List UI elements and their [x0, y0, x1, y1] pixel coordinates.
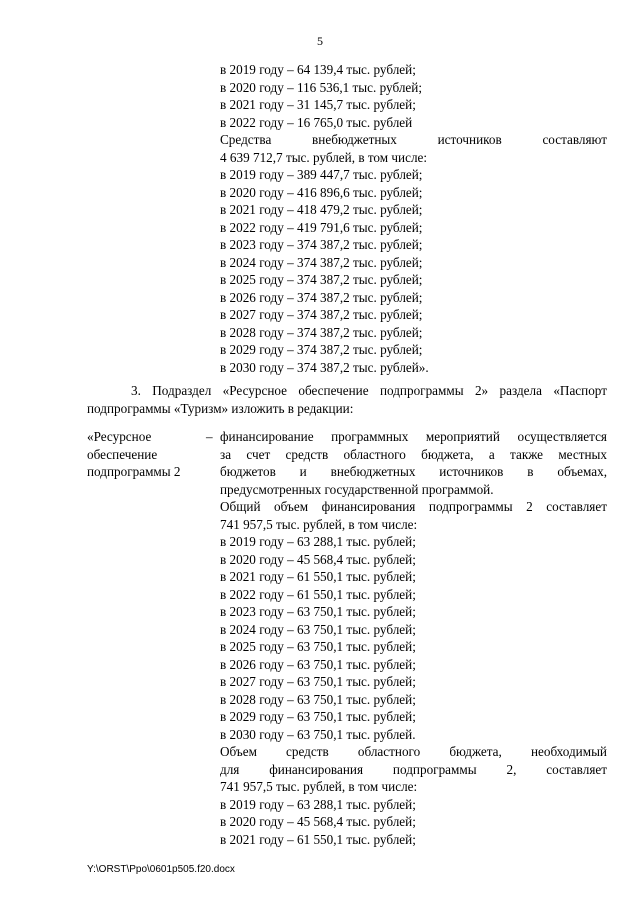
- funding-continuation-block: [220, 61, 607, 376]
- financing-line-4: предусмотренных государственной программой.: [220, 481, 494, 497]
- page-number: 5: [317, 34, 323, 48]
- regional-sub-year-2019: в 2019 году – 63 288,1 тыс. рублей;: [220, 796, 416, 812]
- extrabudget-year-2028: в 2028 году – 374 387,2 тыс. рублей;: [220, 324, 423, 340]
- regional-sub-year-2020: в 2020 году – 45 568,4 тыс. рублей;: [220, 814, 416, 829]
- footer-file-path: Y:\ORST\Ppo\0601p505.f20.docx: [87, 864, 235, 875]
- extrabudget-year-2024: в 2024 году – 374 387,2 тыс. рублей;: [220, 254, 423, 270]
- financing-line-3: бюджетов и внебюджетных источников в объемах,: [220, 464, 607, 479]
- total-year-2025: в 2025 году – 63 750,1 тыс. рублей;: [220, 639, 416, 654]
- regional-year-2021: в 2021 году – 31 145,7 тыс. рублей;: [220, 97, 416, 112]
- total-year-2029: в 2029 году – 63 750,1 тыс. рублей;: [220, 709, 416, 724]
- total-year-2027: в 2027 году – 63 750,1 тыс. рублей;: [220, 674, 416, 689]
- regional-heading-line-1: Объем средств областного бюджета, необходимый: [220, 744, 607, 759]
- extrabudget-year-2021: в 2021 году – 418 479,2 тыс. рублей;: [220, 202, 423, 217]
- total-year-2023: в 2023 году – 63 750,1 тыс. рублей;: [220, 604, 416, 619]
- total-amount: 741 957,5 тыс. рублей, в том числе:: [220, 516, 418, 532]
- dash-glyph: –: [206, 429, 213, 444]
- regional-sub-year-2021: в 2021 году – 61 550,1 тыс. рублей;: [220, 831, 416, 847]
- total-heading: Общий объем финансирования подпрограммы 2 составляет: [220, 499, 607, 514]
- extrabudget-year-2020: в 2020 году – 416 896,6 тыс. рублей;: [220, 184, 423, 200]
- total-year-2022: в 2022 году – 61 550,1 тыс. рублей;: [220, 586, 416, 602]
- left-cell-line-1: «Ресурсное: [87, 429, 152, 444]
- extrabudget-year-2022: в 2022 году – 419 791,6 тыс. рублей;: [220, 219, 423, 235]
- extrabudget-heading: Средства внебюджетных источников составляют: [220, 132, 607, 147]
- extrabudget-year-2029: в 2029 году – 374 387,2 тыс. рублей;: [220, 342, 423, 357]
- total-year-2024: в 2024 году – 63 750,1 тыс. рублей;: [220, 621, 416, 637]
- regional-amount: 741 957,5 тыс. рублей, в том числе:: [220, 779, 418, 794]
- extrabudget-year-2023: в 2023 году – 374 387,2 тыс. рублей;: [220, 237, 423, 252]
- total-year-2021: в 2021 году – 61 550,1 тыс. рублей;: [220, 569, 416, 584]
- total-year-2020: в 2020 году – 45 568,4 тыс. рублей;: [220, 551, 416, 567]
- regional-heading-line-2: для финансирования подпрограммы 2, составляет: [220, 761, 607, 777]
- left-cell-line-2: обеспечение: [87, 446, 158, 462]
- regional-year-2020: в 2020 году – 116 536,1 тыс. рублей;: [220, 79, 422, 95]
- regional-year-2022: в 2022 году – 16 765,0 тыс. рублей: [220, 114, 413, 130]
- paragraph-3-line-2: подпрограммы «Туризм» изложить в редакции:: [87, 400, 354, 416]
- extrabudget-year-2030: в 2030 году – 374 387,2 тыс. рублей».: [220, 359, 429, 375]
- extrabudget-year-2025: в 2025 году – 374 387,2 тыс. рублей;: [220, 272, 423, 287]
- total-year-2026: в 2026 году – 63 750,1 тыс. рублей;: [220, 656, 416, 672]
- table-left-cell: [87, 428, 207, 481]
- extrabudget-year-2026: в 2026 году – 374 387,2 тыс. рублей;: [220, 289, 423, 305]
- total-year-2030: в 2030 году – 63 750,1 тыс. рублей.: [220, 726, 416, 742]
- extrabudget-year-2027: в 2027 году – 374 387,2 тыс. рублей;: [220, 307, 423, 322]
- total-year-2019: в 2019 году – 63 288,1 тыс. рублей;: [220, 534, 416, 549]
- paragraph-3: [87, 382, 607, 417]
- left-cell-line-3: подпрограммы 2: [87, 464, 181, 479]
- table-right-cell: [220, 428, 607, 848]
- extrabudget-year-2019: в 2019 году – 389 447,7 тыс. рублей;: [220, 167, 423, 182]
- regional-year-2019: в 2019 году – 64 139,4 тыс. рублей;: [220, 62, 416, 77]
- paragraph-3-line-1: 3. Подраздел «Ресурсное обеспечение подпрограммы 2» раздела «Паспорт: [131, 383, 607, 398]
- total-year-2028: в 2028 году – 63 750,1 тыс. рублей;: [220, 691, 416, 707]
- financing-line-1: финансирование программных мероприятий осуществляется: [220, 429, 607, 444]
- extrabudget-total: 4 639 712,7 тыс. рублей, в том числе:: [220, 149, 428, 165]
- financing-line-2: за счет средств областного бюджета, а также местных: [220, 446, 607, 462]
- table-dash: [206, 428, 213, 446]
